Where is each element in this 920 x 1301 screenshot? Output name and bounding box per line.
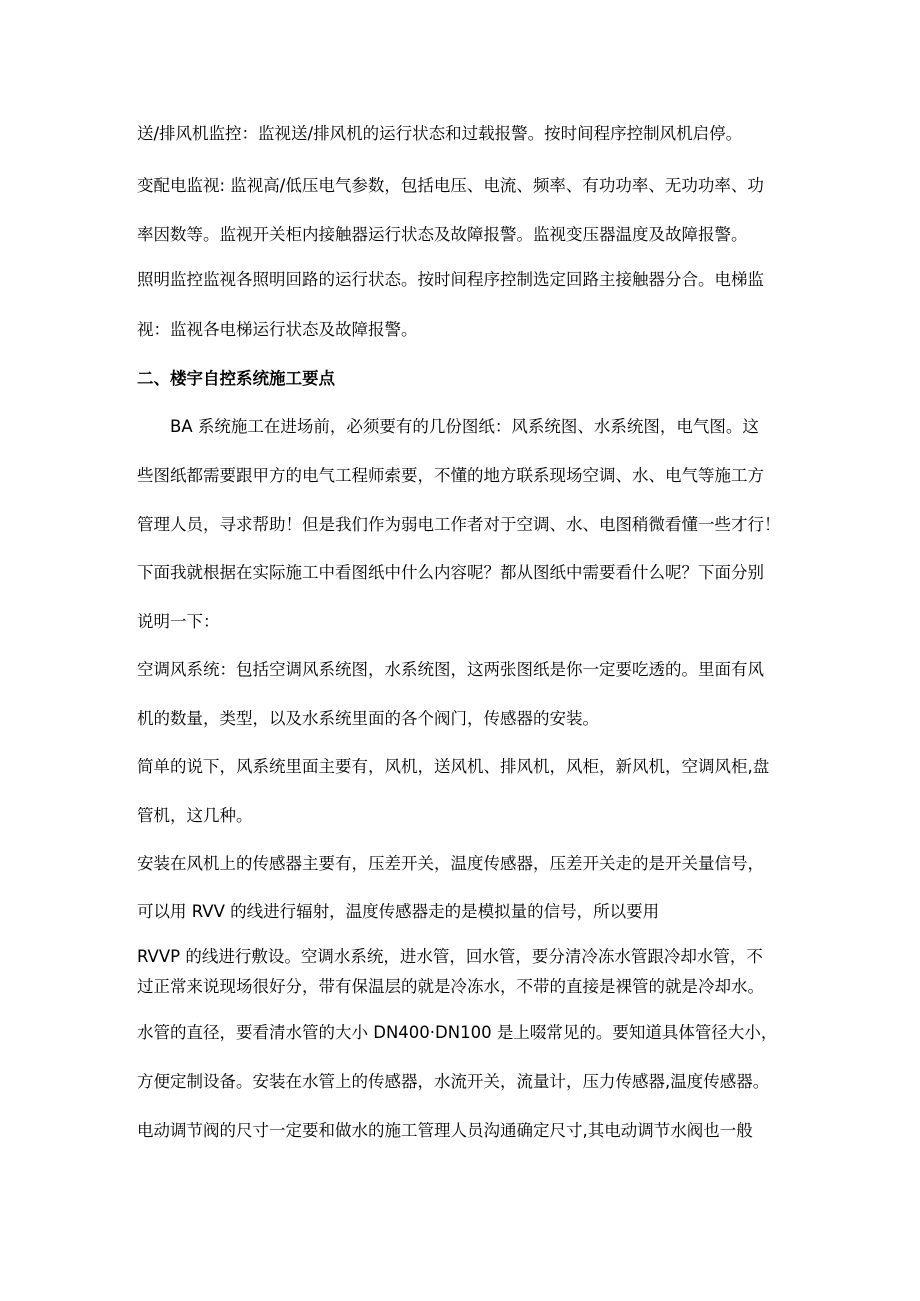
text-line-19: 过正常来说现场很好分，带有保温层的就是冷冻水，不带的直接是裸管的就是冷却水。 xyxy=(137,977,764,996)
text-line-3: 率因数等。监视开关柜内接触器运行状态及故障报警。监视变压器温度及故障报警。 xyxy=(137,225,748,244)
text-line-21: 方便定制设备。安装在水管上的传感器，水流开关，流量计，压力传感器,温度传感器。 xyxy=(137,1072,770,1091)
text-line-2: 变配电监视: 监视高/低压电气参数，包括电压、电流、频率、有功功率、无功功率、功 xyxy=(137,176,764,195)
text-line-20: 水管的直径，要看清水管的大小 DN400·DN100 是上啜常见的。要知道具体管径大小， xyxy=(137,1023,778,1042)
text-line-4: 照明监控监视各照明回路的运行状态。按时间程序控制选定回路主接触器分合。电梯监 xyxy=(137,270,764,289)
text-line-7: BA 系统施工在进场前，必须要有的几份图纸：风系统图、水系统图，电气图。这 xyxy=(170,417,759,436)
text-line-22: 电动调节阀的尺寸一定要和做水的施工管理人员沟通确定尺寸,其电动调节水阀也一般 xyxy=(137,1121,753,1140)
text-line-15: 管机，这几种。 xyxy=(137,806,253,825)
text-line-1: 送/排风机监控：监视送/排风机的运行状态和过载报警。按时间程序控制风机启停。 xyxy=(137,124,743,143)
text-line-10: 下面我就根据在实际施工中看图纸中什么内容呢？都从图纸中需要看什么呢？下面分别 xyxy=(137,563,764,582)
text-line-18: RVVP 的线进行敷设。空调水系统，进水管，回水管，要分清冷冻水管跟冷却水管，不 xyxy=(137,947,763,966)
text-line-13: 机的数量，类型，以及水系统里面的各个阀门，传感器的安装。 xyxy=(137,709,599,728)
text-line-16: 安装在风机上的传感器主要有，压差开关，温度传感器，压差开关走的是开关量信号， xyxy=(137,854,764,873)
text-line-11: 说明一下： xyxy=(137,612,220,631)
section-heading: 二、楼宇自控系统施工要点 xyxy=(137,369,335,388)
text-line-12: 空调风系统：包括空调风系统图，水系统图，这两张图纸是你一定要吃透的。里面有风 xyxy=(137,660,764,679)
text-line-5: 视：监视各电梯运行状态及故障报警。 xyxy=(137,320,418,339)
text-line-9: 管理人员，寻求帮助！但是我们作为弱电工作者对于空调、水、电图稍微看懂一些才行！ xyxy=(137,515,781,534)
text-line-8: 些图纸都需要跟甲方的电气工程师索要，不懂的地方联系现场空调、水、电气等施工方 xyxy=(137,466,764,485)
text-line-14: 简单的说下，风系统里面主要有，风机，送风机、排风机，风柜，新风机，空调风柜,盘 xyxy=(137,757,770,776)
text-line-17: 可以用 RVV 的线进行辐射，温度传感器走的是模拟量的信号，所以要用 xyxy=(137,902,660,921)
